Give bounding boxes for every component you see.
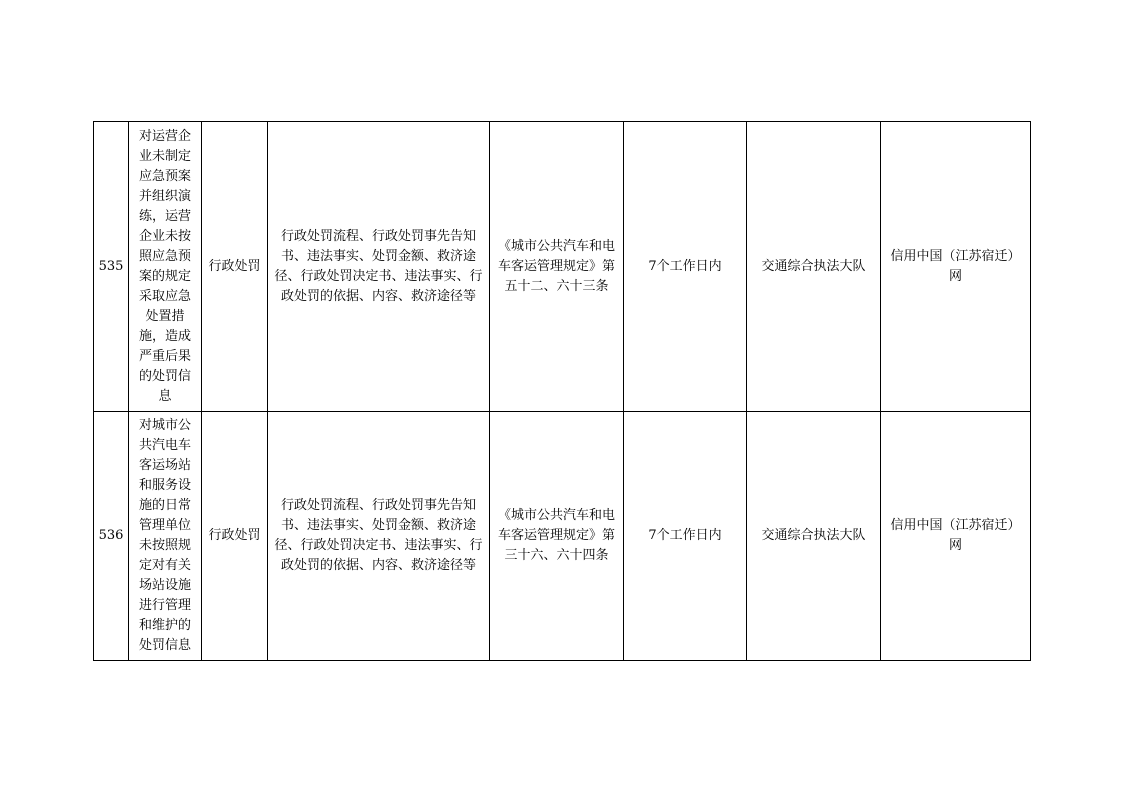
legal-basis: 《城市公共汽车和电车客运管理规定》第五十二、六十三条 bbox=[490, 122, 624, 412]
disclosure-category: 行政处罚 bbox=[202, 412, 268, 661]
disclosure-content: 行政处罚流程、行政处罚事先告知书、违法事实、处罚金额、救济途径、行政处罚决定书、违法事实、行政处罚的依据、内容、救济途径等 bbox=[268, 122, 490, 412]
disclosure-category: 行政处罚 bbox=[202, 122, 268, 412]
disclosure-table bbox=[93, 121, 1031, 661]
disclosure-item: 对运营企业未制定应急预案并组织演练，运营企业未按照应急预案的规定采取应急处置措施，造成严重后果的处罚信息 bbox=[129, 122, 202, 412]
time-limit: 7个工作日内 bbox=[624, 412, 747, 661]
table-row bbox=[94, 412, 1031, 661]
disclosure-content: 行政处罚流程、行政处罚事先告知书、违法事实、处罚金额、救济途径、行政处罚决定书、违法事实、行政处罚的依据、内容、救济途径等 bbox=[268, 412, 490, 661]
legal-basis: 《城市公共汽车和电车客运管理规定》第三十六、六十四条 bbox=[490, 412, 624, 661]
responsible-department: 交通综合执法大队 bbox=[747, 122, 881, 412]
row-number: 535 bbox=[94, 122, 129, 412]
responsible-department: 交通综合执法大队 bbox=[747, 412, 881, 661]
row-number: 536 bbox=[94, 412, 129, 661]
time-limit: 7个工作日内 bbox=[624, 122, 747, 412]
table-row bbox=[94, 122, 1031, 412]
disclosure-channel: 信用中国（江苏宿迁）网 bbox=[881, 412, 1031, 661]
disclosure-item: 对城市公共汽电车客运场站和服务设施的日常管理单位未按照规定对有关场站设施进行管理和维护的处罚信息 bbox=[129, 412, 202, 661]
disclosure-channel: 信用中国（江苏宿迁）网 bbox=[881, 122, 1031, 412]
